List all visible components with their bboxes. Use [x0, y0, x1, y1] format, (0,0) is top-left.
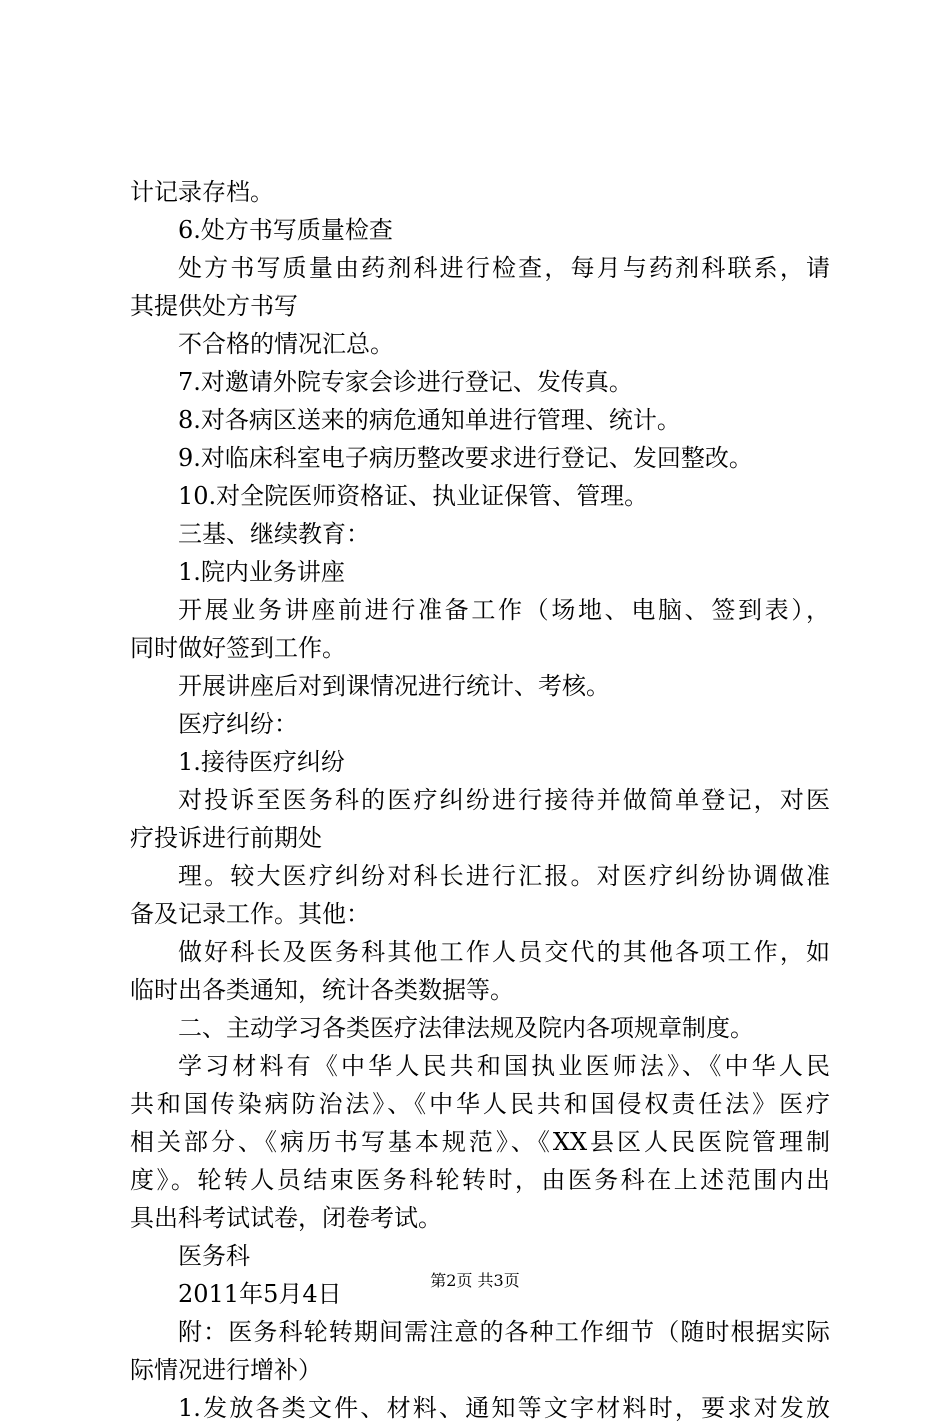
signature-department: 医务科 [178, 1242, 250, 1270]
text-line: 不合格的情况汇总。 [178, 330, 394, 358]
text-line: 开展业务讲座前进行准备工作（场地、电脑、签到表）， [178, 596, 830, 624]
text-line: 疗投诉进行前期处 [130, 824, 322, 852]
text-line: 开展讲座后对到课情况进行统计、考核。 [178, 672, 610, 700]
text-line: 相关部分、《病历书写基本规范》、《XX县区人民医院管理制 [130, 1128, 830, 1156]
text-line: 理。较大医疗纠纷对科长进行汇报。对医疗纠纷协调做准 [178, 862, 830, 890]
text-line: 对投诉至医务科的医疗纠纷进行接待并做简单登记，对医 [178, 786, 830, 814]
text-line: 同时做好签到工作。 [130, 634, 346, 662]
section-heading: 三基、继续教育： [178, 520, 370, 548]
text-line: 做好科长及医务科其他工作人员交代的其他各项工作，如 [178, 938, 830, 966]
list-item: 1.发放各类文件、材料、通知等文字材料时，要求对发放 [178, 1394, 830, 1422]
text-line: 共和国传染病防治法》、《中华人民共和国侵权责任法》医疗 [130, 1090, 830, 1118]
list-item: 10.对全院医师资格证、执业证保管、管理。 [178, 482, 649, 510]
text-line: 具出科考试试卷，闭卷考试。 [130, 1204, 442, 1232]
text-line: 计记录存档。 [130, 178, 274, 206]
text-line: 学习材料有《中华人民共和国执业医师法》、《中华人民 [178, 1052, 830, 1080]
text-line: 备及记录工作。其他： [130, 900, 370, 928]
text-line: 度》。轮转人员结束医务科轮转时，由医务科在上述范围内出 [130, 1166, 830, 1194]
list-item: 7.对邀请外院专家会诊进行登记、发传真。 [178, 368, 633, 396]
section-heading: 二、主动学习各类医疗法律法规及院内各项规章制度。 [178, 1014, 754, 1042]
text-line: 处方书写质量由药剂科进行检查，每月与药剂科联系，请 [178, 254, 830, 282]
section-heading: 6.处方书写质量检查 [178, 216, 393, 244]
signature-date: 2011年5月4日 [178, 1280, 342, 1308]
section-heading: 1.院内业务讲座 [178, 558, 345, 586]
text-line: 临时出各类通知，统计各类数据等。 [130, 976, 514, 1004]
section-heading: 1.接待医疗纠纷 [178, 748, 345, 776]
text-line: 际情况进行增补） [130, 1356, 322, 1384]
list-item: 8.对各病区送来的病危通知单进行管理、统计。 [178, 406, 681, 434]
list-item: 9.对临床科室电子病历整改要求进行登记、发回整改。 [178, 444, 753, 472]
page-footer: 第2页 共3页 [430, 1271, 520, 1290]
document-body [130, 173, 830, 1427]
appendix-heading: 附：医务科轮转期间需注意的各种工作细节（随时根据实际 [178, 1318, 830, 1346]
text-line: 其提供处方书写 [130, 292, 298, 320]
section-heading: 医疗纠纷： [178, 710, 298, 738]
